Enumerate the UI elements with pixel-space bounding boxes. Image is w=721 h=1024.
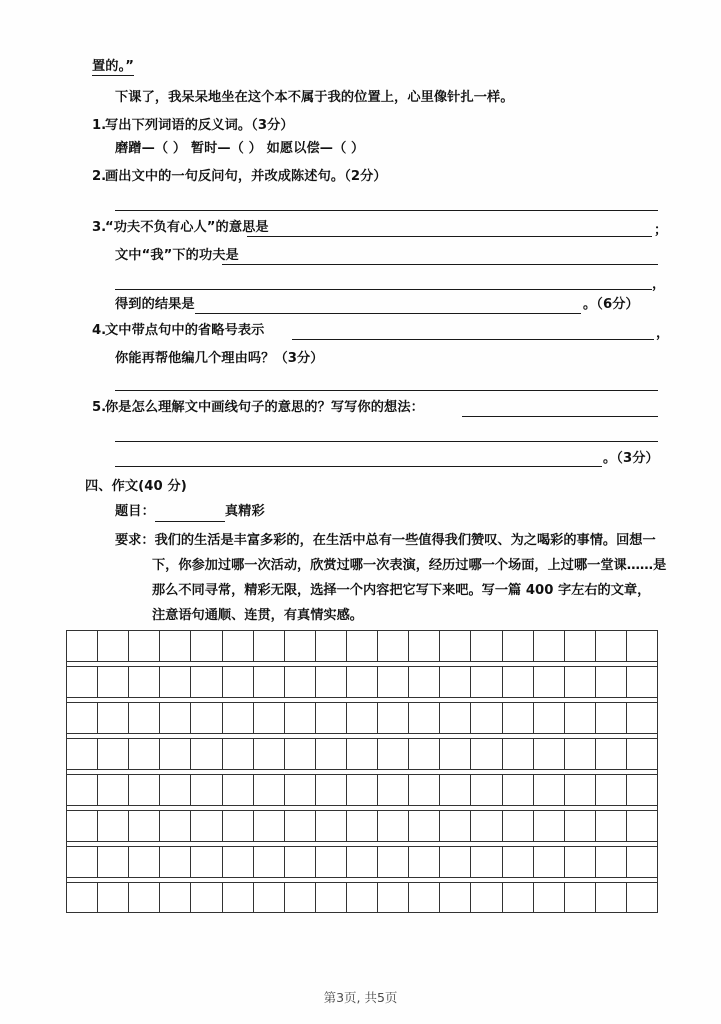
composition-grid-cell[interactable]	[565, 811, 596, 841]
composition-grid-cell[interactable]	[285, 667, 316, 697]
essay-title-blank[interactable]	[155, 503, 225, 522]
question-1-number: 1.	[92, 118, 107, 133]
composition-grid-row[interactable]	[66, 666, 658, 697]
composition-grid-cell[interactable]	[534, 703, 565, 733]
composition-grid-cell[interactable]	[596, 631, 627, 661]
composition-grid-cell[interactable]	[285, 811, 316, 841]
question-3-trail-2: ，	[652, 277, 666, 292]
composition-grid-cell[interactable]	[409, 775, 440, 805]
composition-grid-cell[interactable]	[378, 703, 409, 733]
composition-grid-cell[interactable]	[471, 775, 502, 805]
composition-grid-cell[interactable]	[596, 703, 627, 733]
composition-grid-cell[interactable]	[223, 811, 254, 841]
composition-grid-cell[interactable]	[160, 631, 191, 661]
composition-grid-cell[interactable]	[316, 883, 347, 912]
composition-grid-cell[interactable]	[409, 883, 440, 912]
composition-grid-cell[interactable]	[596, 883, 627, 912]
composition-grid-cell[interactable]	[565, 667, 596, 697]
composition-grid-row[interactable]	[66, 702, 658, 733]
composition-grid-cell[interactable]	[378, 883, 409, 912]
composition-grid-cell[interactable]	[254, 703, 285, 733]
composition-grid-cell[interactable]	[285, 883, 316, 912]
question-5-trail: 。（3分）	[603, 451, 659, 466]
composition-grid-cell[interactable]	[627, 631, 657, 661]
composition-grid-cell[interactable]	[409, 847, 440, 877]
essay-requirement-line-3: 那么不同寻常，精彩无限，选择一个内容把它写下来吧。写一篇 400 字左右的文章，	[152, 583, 651, 598]
composition-grid-cell[interactable]	[129, 811, 160, 841]
question-2-answer-line[interactable]	[115, 210, 658, 211]
question-2-number: 2.	[92, 169, 107, 184]
composition-grid-cell[interactable]	[129, 667, 160, 697]
essay-requirement-line-1	[115, 528, 656, 553]
composition-grid-cell[interactable]	[160, 883, 191, 912]
composition-grid-cell[interactable]	[316, 631, 347, 661]
composition-grid-cell[interactable]	[67, 883, 98, 912]
composition-grid-cell[interactable]	[98, 847, 129, 877]
essay-section-heading: 四、作文(40 分)	[85, 479, 187, 494]
composition-grid-cell[interactable]	[503, 811, 534, 841]
question-4-answer-line-1[interactable]	[292, 339, 654, 340]
composition-grid-cell[interactable]	[254, 847, 285, 877]
composition-grid-cell[interactable]	[409, 667, 440, 697]
question-3-answer-line-3[interactable]	[115, 289, 652, 290]
question-1-stem: 写出下列词语的反义词。（3分）	[105, 118, 294, 133]
question-3-stem: “功夫不负有心人”的意思是	[105, 220, 269, 235]
composition-grid-cell[interactable]	[440, 631, 471, 661]
composition-grid-cell[interactable]	[503, 847, 534, 877]
composition-grid-cell[interactable]	[160, 847, 191, 877]
composition-grid-cell[interactable]	[627, 667, 657, 697]
composition-grid-cell[interactable]	[503, 703, 534, 733]
composition-grid-cell[interactable]	[98, 883, 129, 912]
question-3-answer-line-1[interactable]	[247, 236, 652, 237]
composition-grid-cell[interactable]	[534, 739, 565, 769]
composition-grid-cell[interactable]	[596, 847, 627, 877]
question-4-stem: 文中带点句中的省略号表示	[105, 323, 265, 338]
composition-grid-cell[interactable]	[254, 883, 285, 912]
composition-grid-cell[interactable]	[378, 631, 409, 661]
composition-grid-cell[interactable]	[471, 883, 502, 912]
composition-grid-cell[interactable]	[254, 631, 285, 661]
question-1-items: 磨蹭—（ ） 暂时—（ ） 如愿以偿—（ ）	[115, 141, 365, 156]
composition-grid-cell[interactable]	[160, 739, 191, 769]
question-3-answer-line-4[interactable]	[195, 313, 581, 314]
composition-grid-cell[interactable]	[378, 847, 409, 877]
composition-grid-cell[interactable]	[503, 631, 534, 661]
composition-grid-cell[interactable]	[347, 847, 378, 877]
essay-requirement-line-4: 注意语句通顺、连贯，有真情实感。	[152, 608, 363, 623]
composition-grid-cell[interactable]	[627, 811, 657, 841]
composition-grid-cell[interactable]	[316, 739, 347, 769]
composition-grid-cell[interactable]	[347, 631, 378, 661]
composition-grid-cell[interactable]	[67, 847, 98, 877]
composition-grid-cell[interactable]	[534, 811, 565, 841]
composition-grid-cell[interactable]	[347, 775, 378, 805]
passage-line-2: 下课了，我呆呆地坐在这个本不属于我的位置上，心里像针扎一样。	[115, 90, 514, 105]
composition-grid-cell[interactable]	[471, 739, 502, 769]
composition-grid-cell[interactable]	[223, 667, 254, 697]
composition-grid-cell[interactable]	[347, 811, 378, 841]
composition-grid-cell[interactable]	[316, 847, 347, 877]
composition-grid-cell[interactable]	[160, 775, 191, 805]
composition-grid-cell[interactable]	[347, 739, 378, 769]
passage-line-1: 置的。”	[92, 59, 135, 74]
question-5-stem: 你是怎么理解文中画线句子的意思的？写写你的想法：	[105, 400, 424, 415]
composition-grid-cell[interactable]	[627, 703, 657, 733]
composition-grid-cell[interactable]	[254, 811, 285, 841]
composition-grid-cell[interactable]	[191, 631, 222, 661]
composition-grid-cell[interactable]	[503, 775, 534, 805]
composition-grid-row[interactable]	[66, 846, 658, 877]
composition-grid-cell[interactable]	[223, 631, 254, 661]
question-4-followup: 你能再帮他编几个理由吗？（3分）	[115, 351, 324, 366]
composition-grid-cell[interactable]	[191, 775, 222, 805]
composition-grid-cell[interactable]	[534, 667, 565, 697]
composition-grid-cell[interactable]	[596, 739, 627, 769]
composition-grid-cell[interactable]	[378, 775, 409, 805]
composition-grid-cell[interactable]	[67, 811, 98, 841]
composition-grid-cell[interactable]	[316, 667, 347, 697]
composition-grid-cell[interactable]	[534, 775, 565, 805]
composition-grid-cell[interactable]	[67, 739, 98, 769]
composition-grid-cell[interactable]	[191, 703, 222, 733]
composition-grid-cell[interactable]	[191, 811, 222, 841]
composition-grid-cell[interactable]	[409, 811, 440, 841]
composition-grid-cell[interactable]	[627, 739, 657, 769]
composition-grid-cell[interactable]	[129, 703, 160, 733]
essay-requirement-text-1: 我们的生活是丰富多彩的，在生活中总有一些值得我们赞叹、为之喝彩的事情。回想一	[154, 533, 656, 548]
composition-grid-cell[interactable]	[503, 883, 534, 912]
composition-grid-cell[interactable]	[596, 775, 627, 805]
composition-grid-cell[interactable]	[534, 631, 565, 661]
page-footer: 第3页, 共5页	[323, 990, 398, 1005]
composition-grid-cell[interactable]	[67, 703, 98, 733]
composition-grid-cell[interactable]	[129, 883, 160, 912]
composition-grid-cell[interactable]	[285, 775, 316, 805]
composition-grid-cell[interactable]	[471, 847, 502, 877]
composition-grid-cell[interactable]	[565, 883, 596, 912]
composition-grid-cell[interactable]	[129, 847, 160, 877]
composition-grid-cell[interactable]	[98, 811, 129, 841]
question-3-sub-label: 文中“我”下的功夫是	[115, 248, 239, 263]
composition-grid-cell[interactable]	[471, 667, 502, 697]
composition-grid-cell[interactable]	[347, 883, 378, 912]
composition-grid-cell[interactable]	[98, 631, 129, 661]
composition-grid-cell[interactable]	[503, 667, 534, 697]
composition-grid-cell[interactable]	[596, 811, 627, 841]
question-5-number: 5.	[92, 400, 107, 415]
composition-grid-cell[interactable]	[627, 883, 657, 912]
question-5-answer-line-3[interactable]	[115, 466, 602, 467]
composition-grid-row[interactable]	[66, 774, 658, 805]
question-5-answer-line-2[interactable]	[115, 441, 658, 442]
question-3-number: 3.	[92, 220, 107, 235]
composition-grid-cell[interactable]	[440, 775, 471, 805]
composition-grid-cell[interactable]	[316, 811, 347, 841]
question-3-trail-1: ；	[654, 223, 668, 238]
question-3-answer-line-2[interactable]	[222, 264, 658, 265]
question-4-number: 4.	[92, 323, 107, 338]
composition-grid-cell[interactable]	[565, 775, 596, 805]
composition-grid-cell[interactable]	[191, 739, 222, 769]
composition-grid-row[interactable]	[66, 738, 658, 769]
composition-grid-cell[interactable]	[347, 703, 378, 733]
composition-grid-cell[interactable]	[440, 667, 471, 697]
composition-grid-cell[interactable]	[409, 631, 440, 661]
composition-grid-cell[interactable]	[254, 739, 285, 769]
composition-grid-cell[interactable]	[285, 703, 316, 733]
composition-grid-cell[interactable]	[67, 631, 98, 661]
composition-grid-cell[interactable]	[67, 667, 98, 697]
composition-grid-cell[interactable]	[378, 811, 409, 841]
composition-grid-cell[interactable]	[285, 631, 316, 661]
essay-title-suffix: 真精彩	[224, 504, 265, 519]
essay-title-row	[115, 503, 265, 522]
composition-grid-cell[interactable]	[316, 703, 347, 733]
composition-grid[interactable]	[66, 630, 658, 913]
question-4-trail: ，	[656, 326, 670, 341]
essay-title-label: 题目：	[115, 504, 155, 519]
question-2-stem: 画出文中的一句反问句，并改成陈述句。（2分）	[105, 169, 387, 184]
composition-grid-cell[interactable]	[160, 811, 191, 841]
composition-grid-cell[interactable]	[565, 631, 596, 661]
composition-grid-cell[interactable]	[223, 775, 254, 805]
composition-grid-row[interactable]	[66, 630, 658, 661]
composition-grid-cell[interactable]	[254, 667, 285, 697]
composition-grid-cell[interactable]	[191, 883, 222, 912]
composition-grid-cell[interactable]	[98, 739, 129, 769]
essay-requirement-label: 要求：	[115, 533, 155, 548]
composition-grid-cell[interactable]	[129, 775, 160, 805]
composition-grid-cell[interactable]	[409, 739, 440, 769]
composition-grid-cell[interactable]	[191, 847, 222, 877]
composition-grid-cell[interactable]	[160, 667, 191, 697]
composition-grid-cell[interactable]	[440, 739, 471, 769]
composition-grid-row[interactable]	[66, 882, 658, 913]
composition-grid-cell[interactable]	[223, 847, 254, 877]
composition-grid-cell[interactable]	[160, 703, 191, 733]
composition-grid-cell[interactable]	[534, 883, 565, 912]
composition-grid-cell[interactable]	[378, 739, 409, 769]
composition-grid-cell[interactable]	[565, 739, 596, 769]
composition-grid-cell[interactable]	[316, 775, 347, 805]
composition-grid-cell[interactable]	[565, 847, 596, 877]
composition-grid-cell[interactable]	[223, 703, 254, 733]
composition-grid-cell[interactable]	[471, 631, 502, 661]
essay-requirement-line-2: 下，你参加过哪一次活动，欣赏过哪一次表演，经历过哪一个场面，上过哪一堂课……是	[152, 558, 667, 573]
composition-grid-cell[interactable]	[347, 667, 378, 697]
question-3-result-label: 得到的结果是	[115, 297, 195, 312]
composition-grid-cell[interactable]	[503, 739, 534, 769]
composition-grid-cell[interactable]	[98, 667, 129, 697]
question-5-answer-line-1[interactable]	[462, 416, 658, 417]
composition-grid-cell[interactable]	[565, 703, 596, 733]
composition-grid-cell[interactable]	[98, 703, 129, 733]
composition-grid-cell[interactable]	[596, 667, 627, 697]
composition-grid-cell[interactable]	[223, 739, 254, 769]
composition-grid-row[interactable]	[66, 810, 658, 841]
composition-grid-cell[interactable]	[285, 847, 316, 877]
question-3-trail-3: 。（6分）	[583, 297, 639, 312]
composition-grid-cell[interactable]	[471, 703, 502, 733]
composition-grid-cell[interactable]	[129, 631, 160, 661]
composition-grid-cell[interactable]	[254, 775, 285, 805]
composition-grid-cell[interactable]	[440, 811, 471, 841]
composition-grid-cell[interactable]	[440, 703, 471, 733]
composition-grid-cell[interactable]	[534, 847, 565, 877]
composition-grid-cell[interactable]	[67, 775, 98, 805]
composition-grid-cell[interactable]	[223, 883, 254, 912]
composition-grid-cell[interactable]	[98, 775, 129, 805]
composition-grid-cell[interactable]	[378, 667, 409, 697]
composition-grid-cell[interactable]	[409, 703, 440, 733]
composition-grid-cell[interactable]	[471, 811, 502, 841]
composition-grid-cell[interactable]	[285, 739, 316, 769]
composition-grid-cell[interactable]	[627, 847, 657, 877]
composition-grid-cell[interactable]	[440, 883, 471, 912]
composition-grid-cell[interactable]	[440, 847, 471, 877]
composition-grid-cell[interactable]	[129, 739, 160, 769]
composition-grid-cell[interactable]	[627, 775, 657, 805]
composition-grid-cell[interactable]	[191, 667, 222, 697]
question-4-answer-line-2[interactable]	[115, 390, 658, 391]
